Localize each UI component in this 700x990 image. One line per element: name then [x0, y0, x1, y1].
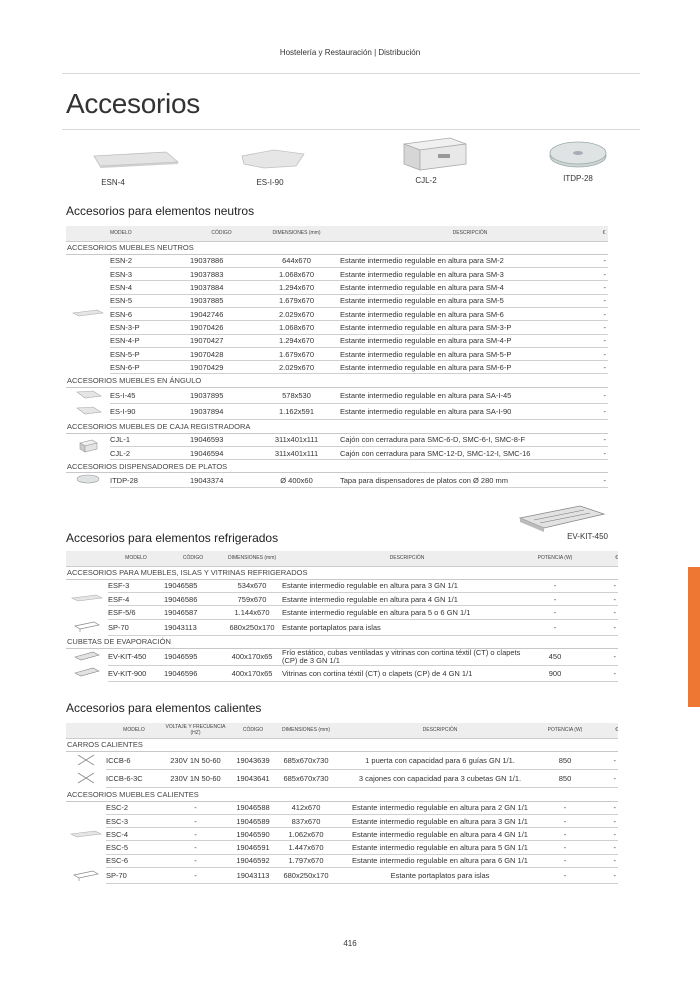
cell-precio: - [600, 307, 608, 320]
table-row [66, 334, 608, 347]
plate-lid-image [543, 138, 613, 172]
category-label: ACCESORIOS MUEBLES CALIENTES [66, 788, 618, 801]
table-row [66, 751, 618, 770]
product-thumbnail [66, 751, 106, 770]
cell-potencia: - [532, 619, 578, 635]
cell-dimensiones: 578x530 [253, 387, 340, 404]
product-thumbnail [66, 770, 106, 788]
col-modelo: MODELO [108, 551, 164, 566]
cell-voltaje: - [162, 841, 229, 854]
cell-precio: - [585, 801, 618, 814]
cell-precio: - [600, 473, 608, 488]
cell-precio: - [600, 433, 608, 446]
cell-voltaje: 230V 1N 50-60 [162, 751, 229, 770]
category-row [66, 635, 618, 648]
cell-descripcion: Estante intermedio regulable en altura para 6 GN 1/1 [335, 854, 545, 867]
cell-potencia: - [545, 801, 585, 814]
col-potencia: POTENCIA (W) [532, 551, 578, 566]
cell-precio: - [578, 579, 618, 592]
cell-dimensiones: 400x170x65 [222, 648, 282, 665]
table-header [66, 226, 608, 241]
drawer-image [394, 134, 470, 174]
product-label: CJL-2 [415, 176, 437, 185]
cell-voltaje: - [162, 828, 229, 841]
cell-voltaje: 230V 1N 50-60 [162, 770, 229, 788]
cell-modelo: ESN-6 [110, 307, 190, 320]
ev-kit-label: EV-KIT-450 [567, 532, 608, 541]
cell-codigo: 19037885 [190, 294, 253, 307]
product-cjl-2 [392, 142, 472, 185]
cell-descripcion: Estante intermedio regulable en altura para SM-6 [340, 307, 600, 320]
cell-descripcion: Estante intermedio regulable en altura para 4 GN 1/1 [282, 593, 532, 606]
cell-dimensiones: 311x401x111 [253, 446, 340, 459]
col-dimensiones: DIMENSIONES (mm) [222, 551, 282, 566]
cell-dimensiones: 2.029x670 [253, 361, 340, 374]
category-row [66, 460, 608, 473]
cell-modelo: CJL-2 [110, 446, 190, 459]
table-row [66, 868, 618, 884]
cell-modelo: ESN-3-P [110, 321, 190, 334]
product-thumbnail [66, 473, 110, 488]
cell-precio: - [585, 841, 618, 854]
cell-dimensiones: 311x401x111 [253, 433, 340, 446]
cell-dimensiones: 1.797x670 [277, 854, 335, 867]
col-modelo: MODELO [110, 226, 190, 241]
cell-potencia: - [545, 814, 585, 827]
cell-precio: - [585, 770, 618, 788]
cell-precio: - [600, 294, 608, 307]
table-row [66, 307, 608, 320]
cell-modelo: CJL-1 [110, 433, 190, 446]
cell-modelo: EV-KIT-450 [108, 648, 164, 665]
cell-dimensiones: 1.062x670 [277, 828, 335, 841]
cell-potencia: - [532, 593, 578, 606]
cell-modelo: ESC-5 [106, 841, 162, 854]
cell-descripcion: Estante intermedio regulable en altura para 4 GN 1/1 [335, 828, 545, 841]
cell-modelo: ESN-6-P [110, 361, 190, 374]
cell-descripcion: 3 cajones con capacidad para 3 cubetas GN 1/1. [335, 770, 545, 788]
cell-codigo: 19043639 [229, 751, 277, 770]
cell-modelo: ESN-3 [110, 268, 190, 281]
cell-descripcion: Cajón con cerradura para SMC-12-D, SMC-12-I, SMC-16 [340, 446, 600, 459]
cell-descripcion: Tapa para dispensadores de platos con Ø 280 mm [340, 473, 600, 488]
cell-codigo: 19046591 [229, 841, 277, 854]
cell-modelo: SP-70 [108, 619, 164, 635]
cell-codigo: 19046593 [190, 433, 253, 446]
table-row [66, 387, 608, 404]
cell-modelo: ESN-5-P [110, 347, 190, 360]
cell-codigo: 19043641 [229, 770, 277, 788]
cell-modelo: ITDP-28 [110, 473, 190, 488]
cell-modelo: ESF-4 [108, 593, 164, 606]
cell-modelo: ICCB-6 [106, 751, 162, 770]
cell-modelo: ESN-4-P [110, 334, 190, 347]
cell-precio: - [600, 254, 608, 267]
product-thumbnail [66, 868, 106, 884]
table-row [66, 665, 618, 681]
cell-codigo: 19046592 [229, 854, 277, 867]
col-descripcion: DESCRIPCIÓN [340, 226, 600, 241]
col-precio: € [585, 723, 618, 738]
cell-descripcion: Estante intermedio regulable en altura para SA-I-45 [340, 387, 600, 404]
cell-descripcion: Estante intermedio regulable en altura para SM-5 [340, 294, 600, 307]
cell-descripcion: Frío estático, cubas ventiladas y vitrinas con cortina téxtil (CT) o clapets (CP) de 3 GN 1/1 [282, 648, 532, 665]
table-row [66, 801, 618, 814]
table-row [66, 770, 618, 788]
cell-dimensiones: 680x250x170 [277, 868, 335, 884]
table-row [66, 281, 608, 294]
category-label: ACCESORIOS MUEBLES NEUTROS [66, 241, 608, 254]
category-row [66, 374, 608, 387]
cell-dimensiones: 1.447x670 [277, 841, 335, 854]
cell-descripcion: Estante intermedio regulable en altura para 5 GN 1/1 [335, 841, 545, 854]
cell-potencia: 850 [545, 770, 585, 788]
product-thumbnail [66, 387, 110, 404]
ev-kit-450-image-block [500, 500, 610, 539]
cell-precio: - [585, 751, 618, 770]
col-dimensiones: DIMENSIONES (mm) [253, 226, 340, 241]
product-thumbnail [66, 404, 110, 420]
product-thumbnail [66, 619, 108, 635]
cell-codigo: 19043113 [164, 619, 222, 635]
cell-precio: - [600, 334, 608, 347]
cell-dimensiones: 837x670 [277, 814, 335, 827]
category-label: ACCESORIOS PARA MUEBLES, ISLAS Y VITRINAS REFRIGERADOS [66, 566, 618, 579]
cell-codigo: 19037886 [190, 254, 253, 267]
cell-voltaje: - [162, 814, 229, 827]
neutros-table [66, 226, 608, 488]
col-precio: € [600, 226, 608, 241]
cell-codigo: 19070429 [190, 361, 253, 374]
table-row [66, 841, 618, 854]
header-divider [62, 73, 640, 74]
section-title-refrigerados: Accesorios para elementos refrigerados [66, 531, 279, 545]
cell-potencia: - [532, 606, 578, 619]
section-tab-marker [688, 567, 700, 707]
cell-modelo: EV-KIT-900 [108, 665, 164, 681]
table-row [66, 446, 608, 459]
product-thumbnail [66, 648, 108, 665]
table-row [66, 433, 608, 446]
cell-modelo: ESN-5 [110, 294, 190, 307]
col-potencia: POTENCIA (W) [545, 723, 585, 738]
cell-dimensiones: 1.294x670 [253, 281, 340, 294]
calientes-table [66, 723, 618, 884]
category-label: ACCESORIOS DISPENSADORES DE PLATOS [66, 460, 608, 473]
cell-modelo: ESC-6 [106, 854, 162, 867]
evaporation-tray-image [514, 500, 610, 534]
product-itdp-28 [540, 142, 616, 183]
cell-dimensiones: 1.144x670 [222, 606, 282, 619]
cell-dimensiones: 685x670x730 [277, 770, 335, 788]
cell-precio: - [600, 268, 608, 281]
table-header [66, 551, 618, 566]
product-thumbnail [66, 254, 110, 374]
page-header: Hostelería y Restauración | Distribución [279, 48, 421, 57]
cell-precio: - [578, 606, 618, 619]
cell-dimensiones: 534x670 [222, 579, 282, 592]
cell-codigo: 19046589 [229, 814, 277, 827]
cell-precio: - [578, 648, 618, 665]
table-row [66, 854, 618, 867]
cell-codigo: 19037884 [190, 281, 253, 294]
product-label: ESN-4 [101, 178, 125, 187]
category-row [66, 241, 608, 254]
cell-descripcion: Estante portaplatos para islas [335, 868, 545, 884]
cell-precio: - [585, 868, 618, 884]
cell-codigo: 19037894 [190, 404, 253, 420]
product-thumbnail [66, 579, 108, 619]
cell-dimensiones: 680x250x170 [222, 619, 282, 635]
cell-potencia: - [545, 841, 585, 854]
table-row [66, 347, 608, 360]
cell-codigo: 19046587 [164, 606, 222, 619]
cell-descripcion: Estante intermedio regulable en altura para SM-4-P [340, 334, 600, 347]
col-codigo: CÓDIGO [190, 226, 253, 241]
cell-dimensiones: Ø 400x60 [253, 473, 340, 488]
cell-precio: - [600, 281, 608, 294]
cell-descripcion: Estante intermedio regulable en altura para SM-3-P [340, 321, 600, 334]
cell-modelo: ICCB-6-3C [106, 770, 162, 788]
cell-dimensiones: 412x670 [277, 801, 335, 814]
cell-modelo: ESC-2 [106, 801, 162, 814]
cell-modelo: ESC-4 [106, 828, 162, 841]
cell-codigo: 19037883 [190, 268, 253, 281]
cell-potencia: 900 [532, 665, 578, 681]
table-row [66, 361, 608, 374]
cell-precio: - [600, 404, 608, 420]
cell-descripcion: Estante portaplatos para islas [282, 619, 532, 635]
refrigerados-table [66, 551, 618, 682]
category-row [66, 566, 618, 579]
cell-precio: - [585, 814, 618, 827]
cell-dimensiones: 1.679x670 [253, 294, 340, 307]
category-label: CARROS CALIENTES [66, 738, 618, 751]
cell-codigo: 19043113 [229, 868, 277, 884]
product-label: ITDP-28 [563, 174, 593, 183]
col-precio: € [578, 551, 618, 566]
cell-voltaje: - [162, 854, 229, 867]
cell-potencia: 850 [545, 751, 585, 770]
cell-modelo: ES-I-45 [110, 387, 190, 404]
product-thumbnail [66, 665, 108, 681]
cell-voltaje: - [162, 868, 229, 884]
cell-dimensiones: 759x670 [222, 593, 282, 606]
cell-codigo: 19046586 [164, 593, 222, 606]
table-row [66, 404, 608, 420]
cell-potencia: - [545, 868, 585, 884]
table-row [66, 473, 608, 488]
cell-modelo: SP-70 [106, 868, 162, 884]
cell-descripcion: Estante intermedio regulable en altura para 3 GN 1/1 [335, 814, 545, 827]
cell-precio: - [600, 321, 608, 334]
cell-descripcion: Estante intermedio regulable en altura para SM-2 [340, 254, 600, 267]
col-voltaje: VOLTAJE Y FRECUENCIA (HZ) [162, 723, 229, 738]
col-modelo: MODELO [106, 723, 162, 738]
cell-codigo: 19070428 [190, 347, 253, 360]
col-descripcion: DESCRIPCIÓN [335, 723, 545, 738]
cell-precio: - [578, 619, 618, 635]
table-row [66, 268, 608, 281]
cell-codigo: 19046594 [190, 446, 253, 459]
table-row [66, 254, 608, 267]
cell-dimensiones: 1.162x591 [253, 404, 340, 420]
cell-codigo: 19046588 [229, 801, 277, 814]
cell-modelo: ESC-3 [106, 814, 162, 827]
cell-dimensiones: 644x670 [253, 254, 340, 267]
cell-descripcion: Cajón con cerradura para SMC-6-D, SMC-6-I, SMC-8-F [340, 433, 600, 446]
product-thumbnail [66, 801, 106, 867]
table-row [66, 579, 618, 592]
cell-precio: - [585, 828, 618, 841]
cell-descripcion: 1 puerta con capacidad para 6 guías GN 1/1. [335, 751, 545, 770]
cell-precio: - [600, 387, 608, 404]
category-row [66, 420, 608, 433]
cell-modelo: ESF-3 [108, 579, 164, 592]
cell-modelo: ESF-5/6 [108, 606, 164, 619]
shelf-image [86, 142, 182, 176]
cell-modelo: ESN-4 [110, 281, 190, 294]
category-row [66, 738, 618, 751]
cell-codigo: 19042746 [190, 307, 253, 320]
cell-codigo: 19070426 [190, 321, 253, 334]
cell-codigo: 19046590 [229, 828, 277, 841]
cell-descripcion: Estante intermedio regulable en altura para SM-5-P [340, 347, 600, 360]
cell-precio: - [578, 665, 618, 681]
product-esn-4 [84, 142, 184, 187]
cell-dimensiones: 685x670x730 [277, 751, 335, 770]
cell-dimensiones: 1.068x670 [253, 321, 340, 334]
cell-potencia: - [545, 854, 585, 867]
cell-potencia: - [532, 579, 578, 592]
cell-dimensiones: 2.029x670 [253, 307, 340, 320]
cell-precio: - [578, 593, 618, 606]
cell-descripcion: Estante intermedio regulable en altura para 2 GN 1/1 [335, 801, 545, 814]
product-label: ES-I-90 [256, 178, 284, 187]
cell-modelo: ES-I-90 [110, 404, 190, 420]
cell-dimensiones: 400x170x65 [222, 665, 282, 681]
cell-precio: - [600, 361, 608, 374]
col-codigo: CÓDIGO [229, 723, 277, 738]
table-row [66, 619, 618, 635]
cell-descripcion: Vitrinas con cortina téxtil (CT) o clapets (CP) de 4 GN 1/1 [282, 665, 532, 681]
product-thumbnail [66, 433, 110, 460]
cell-potencia: - [545, 828, 585, 841]
cell-descripcion: Estante intermedio regulable en altura para SM-3 [340, 268, 600, 281]
cell-descripcion: Estante intermedio regulable en altura para SM-4 [340, 281, 600, 294]
cell-codigo: 19043374 [190, 473, 253, 488]
cell-precio: - [600, 446, 608, 459]
cell-potencia: 450 [532, 648, 578, 665]
cell-dimensiones: 1.679x670 [253, 347, 340, 360]
title-divider [62, 129, 640, 130]
table-row [66, 593, 618, 606]
cell-codigo: 19046596 [164, 665, 222, 681]
cell-dimensiones: 1.294x670 [253, 334, 340, 347]
page-number: 416 [343, 939, 357, 948]
col-dimensiones: DIMENSIONES (mm) [277, 723, 335, 738]
table-row [66, 648, 618, 665]
section-title-calientes: Accesorios para elementos calientes [66, 701, 262, 715]
category-label: CUBETAS DE EVAPORACIÓN [66, 635, 618, 648]
cell-codigo: 19046585 [164, 579, 222, 592]
cell-codigo: 19046595 [164, 648, 222, 665]
table-row [66, 294, 608, 307]
cell-precio: - [585, 854, 618, 867]
cell-voltaje: - [162, 801, 229, 814]
corner-shelf-image [234, 142, 310, 176]
table-row [66, 814, 618, 827]
page-title: Accesorios [66, 88, 200, 119]
cell-descripcion: Estante intermedio regulable en altura para SM-6-P [340, 361, 600, 374]
cell-codigo: 19070427 [190, 334, 253, 347]
category-label: ACCESORIOS MUEBLES EN ÁNGULO [66, 374, 608, 387]
section-title-neutros: Accesorios para elementos neutros [66, 204, 255, 218]
category-label: ACCESORIOS MUEBLES DE CAJA REGISTRADORA [66, 420, 608, 433]
cell-codigo: 19037895 [190, 387, 253, 404]
cell-descripcion: Estante intermedio regulable en altura para 3 GN 1/1 [282, 579, 532, 592]
cell-modelo: ESN-2 [110, 254, 190, 267]
table-row [66, 606, 618, 619]
table-header [66, 723, 618, 738]
cell-descripcion: Estante intermedio regulable en altura para SA-I-90 [340, 404, 600, 420]
col-descripcion: DESCRIPCIÓN [282, 551, 532, 566]
cell-dimensiones: 1.068x670 [253, 268, 340, 281]
table-row [66, 828, 618, 841]
cell-descripcion: Estante intermedio regulable en altura para 5 o 6 GN 1/1 [282, 606, 532, 619]
category-row [66, 788, 618, 801]
table-row [66, 321, 608, 334]
product-es-i-90 [232, 142, 312, 187]
col-codigo: CÓDIGO [164, 551, 222, 566]
cell-precio: - [600, 347, 608, 360]
